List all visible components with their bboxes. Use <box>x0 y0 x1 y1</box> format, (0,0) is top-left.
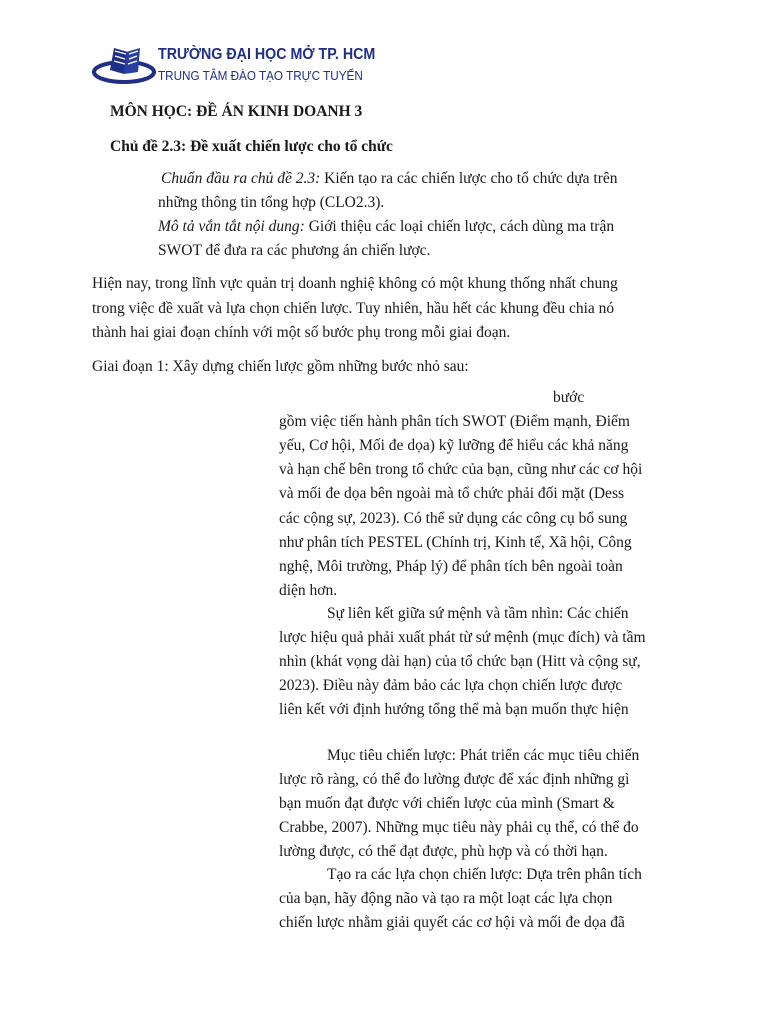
step-word: bước <box>553 389 585 406</box>
body-line: gồm việc tiến hành phân tích SWOT (Điểm mạnh, Điểm <box>279 413 630 430</box>
intro-line: trong việc đề xuất và lựa chọn chiến lược. Tuy nhiên, hầu hết các khung đều chia nó <box>92 300 615 317</box>
body-line: và mối đe dọa bên ngoài mà tổ chức phải đối mặt (Dess <box>279 485 625 502</box>
content-summary-line-2: SWOT để đưa ra các phương án chiến lược. <box>158 242 431 259</box>
university-logo <box>92 42 376 92</box>
body-line: Mục tiêu chiến lược: Phát triển các mục tiêu chiến <box>327 747 640 764</box>
body-line: lược hiệu quả phải xuất phát từ sứ mệnh (mục đích) và tầm <box>279 629 646 646</box>
body-line: và hạn chế bên trong tổ chức của bạn, cũng như các cơ hội <box>279 461 643 478</box>
course-title: MÔN HỌC: ĐỀ ÁN KINH DOANH 3 <box>110 103 363 120</box>
body-line: lược rõ ràng, có thể đo lường được để xác định những gì <box>279 771 630 788</box>
body-line: yếu, Cơ hội, Mối đe dọa) kỹ lưỡng để hiểu các khả năng <box>279 437 629 454</box>
content-summary-text: Giới thiệu các loại chiến lược, cách dùng ma trận <box>304 218 615 235</box>
body-line: bạn muốn đạt được với chiến lược của mình (Smart & <box>279 795 615 812</box>
topic-title: Chủ đề 2.3: Đề xuất chiến lược cho tổ chức <box>110 138 393 155</box>
content-summary-label: Mô tả vắn tắt nội dung: <box>158 218 305 235</box>
body-line: lường được, có thể đạt được, phù hợp và có thời hạn. <box>279 843 608 860</box>
learning-outcome-label: Chuẩn đầu ra chủ đề 2.3: <box>161 170 321 187</box>
learning-outcome-line-2: những thông tin tổng hợp (CLO2.3). <box>158 194 385 211</box>
body-line: các cộng sự, 2023). Có thể sử dụng các công cụ bổ sung <box>279 510 628 527</box>
body-line: Tạo ra các lựa chọn chiến lược: Dựa trên phân tích <box>327 866 642 883</box>
body-line: như phân tích PESTEL (Chính trị, Kinh tế, Xã hội, Công <box>279 534 632 551</box>
body-line: chiến lược nhằm giải quyết các cơ hội và mối đe dọa đã <box>279 914 625 931</box>
learning-outcome-text: Kiến tạo ra các chiến lược cho tổ chức dựa trên <box>320 170 618 187</box>
body-line: 2023). Điều này đảm bảo các lựa chọn chiến lược được <box>279 677 623 694</box>
body-line: diện hơn. <box>279 582 338 599</box>
logo-center-name: TRUNG TÂM ĐÀO TẠO TRỰC TUYẾN <box>158 68 363 83</box>
intro-line: thành hai giai đoạn chính với một số bước phụ trong mỗi giai đoạn. <box>92 324 511 341</box>
book-globe-icon <box>92 42 156 88</box>
intro-line: Hiện nay, trong lĩnh vực quản trị doanh nghiệ không có một khung thống nhất chung <box>92 275 618 292</box>
body-line: liên kết với định hướng tổng thể mà bạn muốn thực hiện <box>279 701 629 718</box>
body-line: nghệ, Môi trường, Pháp lý) để phân tích bên ngoài toàn <box>279 558 623 575</box>
stage-1-heading: Giai đoạn 1: Xây dựng chiến lược gồm những bước nhỏ sau: <box>92 358 469 375</box>
content-summary <box>158 217 614 236</box>
body-line: của bạn, hãy động não và tạo ra một loạt các lựa chọn <box>279 890 613 907</box>
learning-outcome <box>161 169 618 188</box>
body-line: Sự liên kết giữa sứ mệnh và tầm nhìn: Các chiến <box>327 605 629 622</box>
logo-university-name: TRƯỜNG ĐẠI HỌC MỞ TP. HCM <box>158 46 376 63</box>
body-line: nhìn (khát vọng dài hạn) của tổ chức bạn (Hitt và cộng sự, <box>279 653 641 670</box>
body-line: Crabbe, 2007). Những mục tiêu này phải cụ thể, có thể đo <box>279 819 639 836</box>
